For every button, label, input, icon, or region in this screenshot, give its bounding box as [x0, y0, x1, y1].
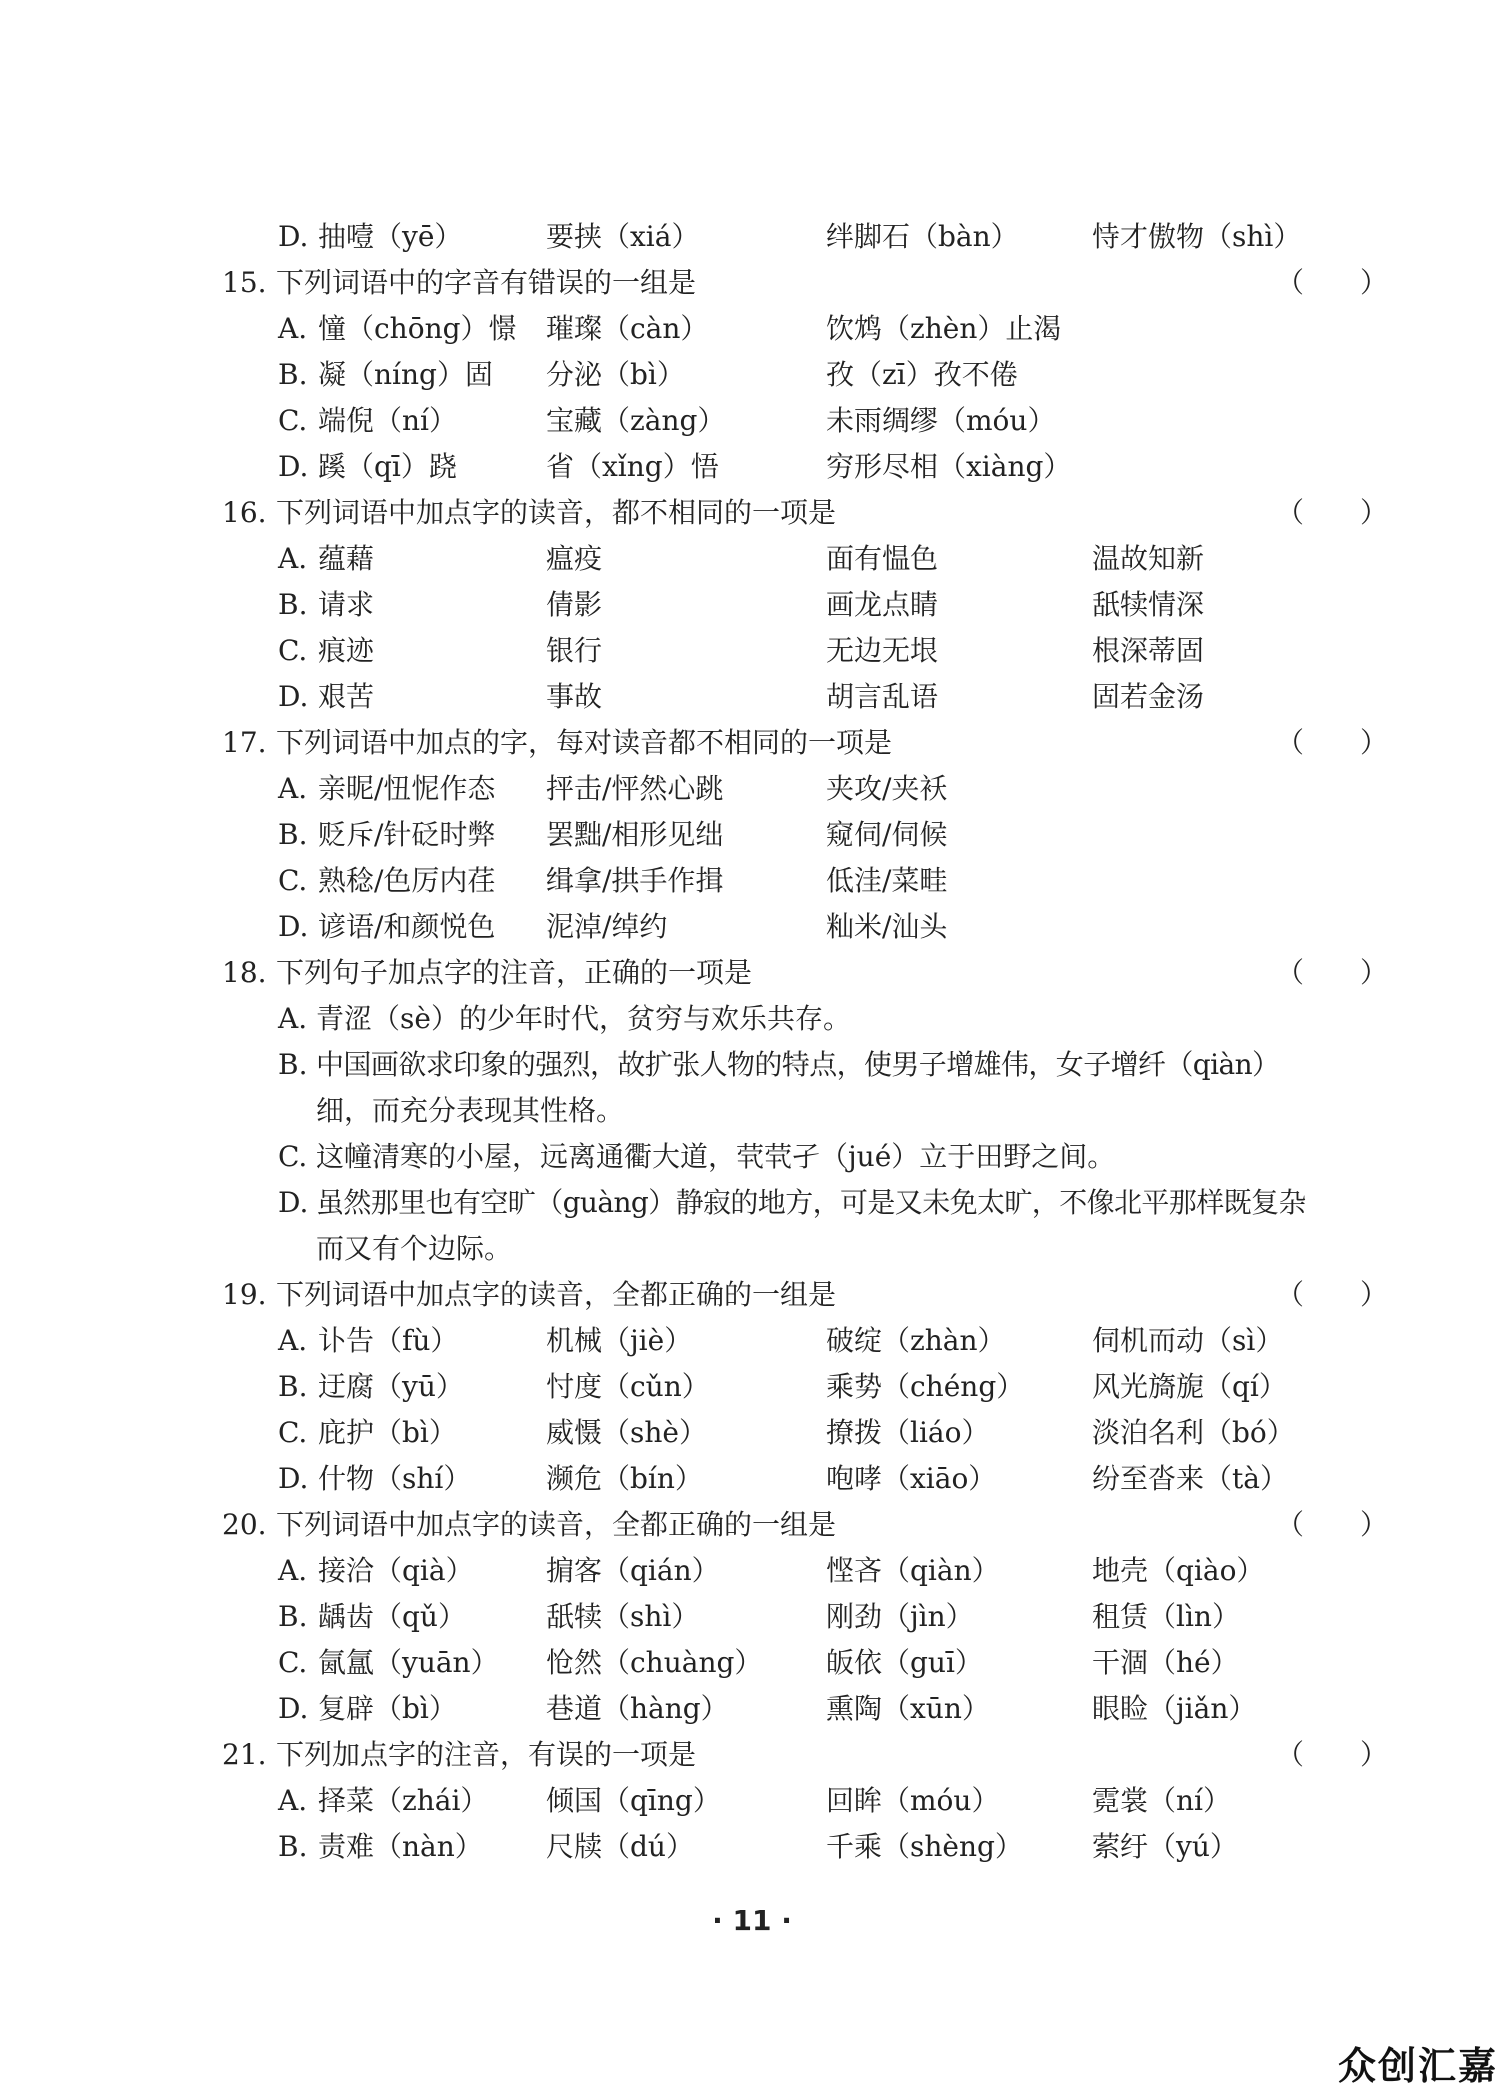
- option-letter: A.: [278, 1554, 308, 1587]
- option-row: [0, 1824, 1504, 1870]
- option-item: 穷形尽相（xiàng）: [826, 450, 1072, 483]
- option-item: 伺机而动（sì）: [1092, 1324, 1284, 1357]
- option-item: 熟稔/色厉内荏: [318, 864, 496, 897]
- question-stem: 下列词语中加点字的读音，全都正确的一组是: [276, 1278, 837, 1311]
- option-item: 什物（shí）: [318, 1462, 472, 1495]
- option-row: [0, 1686, 1504, 1732]
- question-row: [0, 260, 1504, 306]
- option-row: [0, 996, 1504, 1042]
- option-item: 撩拨（liáo）: [826, 1416, 990, 1449]
- option-item: 省（xǐng）悟: [546, 450, 719, 483]
- watermark-logo: 众创汇嘉: [1337, 2044, 1498, 2088]
- option-letter: C.: [278, 1416, 308, 1449]
- option-item: 未雨绸缪（móu）: [826, 404, 1056, 437]
- option-row: [0, 1778, 1504, 1824]
- option-item: 刚劲（jìn）: [826, 1600, 974, 1633]
- option-item: 倾国（qīng）: [546, 1784, 721, 1817]
- option-item: 宝藏（zàng）: [546, 404, 726, 437]
- answer-blank: （ ）: [1276, 1738, 1389, 1771]
- option-item: 乘势（chéng）: [826, 1370, 1025, 1403]
- option-item: 亲昵/忸怩作态: [318, 772, 496, 805]
- option-item: 孜（zī）孜不倦: [826, 358, 1018, 391]
- option-row: [0, 766, 1504, 812]
- option-letter: B.: [278, 1370, 308, 1403]
- option-letter: C.: [278, 634, 308, 667]
- option-item: 掮客（qián）: [546, 1554, 720, 1587]
- answer-blank: （ ）: [1276, 726, 1389, 759]
- option-row: [0, 444, 1504, 490]
- question-number: 20.: [222, 1508, 267, 1541]
- option-item: 千乘（shèng）: [826, 1830, 1023, 1863]
- option-letter: A.: [278, 1324, 308, 1357]
- option-item: 画龙点睛: [826, 588, 939, 621]
- option-item: 泥淖/绰约: [546, 910, 668, 943]
- option-item: 抽噎（yē）: [318, 220, 463, 253]
- option-row: [0, 858, 1504, 904]
- option-item: 银行: [546, 634, 603, 667]
- option-row: [0, 1548, 1504, 1594]
- question-row: [0, 720, 1504, 766]
- question-stem: 下列词语中加点字的读音，全都正确的一组是: [276, 1508, 837, 1541]
- option-row: [0, 1042, 1504, 1088]
- option-item: 霓裳（ní）: [1092, 1784, 1231, 1817]
- option-item: 痕迹: [318, 634, 375, 667]
- option-row-continued: [0, 1226, 1504, 1272]
- option-letter: B.: [278, 1048, 308, 1081]
- option-item: 抨击/怦然心跳: [546, 772, 724, 805]
- option-item: 忖度（cǔn）: [546, 1370, 710, 1403]
- option-item: 龋齿（qǔ）: [318, 1600, 466, 1633]
- option-row: [0, 1134, 1504, 1180]
- option-item: 罢黜/相形见绌: [546, 818, 724, 851]
- option-item: 濒危（bín）: [546, 1462, 703, 1495]
- option-item: 倩影: [546, 588, 603, 621]
- option-item: 蕴藉: [318, 542, 375, 575]
- option-row-continued: [0, 1088, 1504, 1134]
- question-stem: 下列词语中加点的字，每对读音都不相同的一项是: [276, 726, 893, 759]
- answer-blank: （ ）: [1276, 1278, 1389, 1311]
- option-item: 璀璨（càn）: [546, 312, 709, 345]
- option-item: 面有愠色: [826, 542, 939, 575]
- option-item: 巷道（hàng）: [546, 1692, 729, 1725]
- answer-blank: （ ）: [1276, 266, 1389, 299]
- option-item: 咆哮（xiāo）: [826, 1462, 997, 1495]
- option-item: 夹攻/夹袄: [826, 772, 948, 805]
- option-item: 恃才傲物（shì）: [1092, 220, 1302, 253]
- option-item: 固若金汤: [1092, 680, 1205, 713]
- answer-blank: （ ）: [1276, 1508, 1389, 1541]
- option-item: 皈依（guī）: [826, 1646, 983, 1679]
- option-row: [0, 352, 1504, 398]
- option-item: 请求: [318, 588, 375, 621]
- option-item: 无边无垠: [826, 634, 939, 667]
- option-letter: B.: [278, 588, 308, 621]
- question-stem: 下列词语中的字音有错误的一组是: [276, 266, 697, 299]
- option-item: 责难（nàn）: [318, 1830, 483, 1863]
- option-row: [0, 1318, 1504, 1364]
- option-item: 眼睑（jiǎn）: [1092, 1692, 1257, 1725]
- option-item: 氤氲（yuān）: [318, 1646, 499, 1679]
- option-letter: A.: [278, 772, 308, 805]
- question-number: 21.: [222, 1738, 267, 1771]
- question-row: [0, 1502, 1504, 1548]
- option-item: 瘟疫: [546, 542, 603, 575]
- option-row: [0, 582, 1504, 628]
- option-row: [0, 1456, 1504, 1502]
- option-letter: D.: [278, 450, 309, 483]
- option-text: 青涩（sè）的少年时代，贫穷与欢乐共存。: [316, 1002, 851, 1035]
- option-item: 根深蒂固: [1092, 634, 1205, 667]
- option-item: 风光旖旎（qí）: [1092, 1370, 1287, 1403]
- option-letter: B.: [278, 1830, 308, 1863]
- option-item: 讣告（fù）: [318, 1324, 459, 1357]
- option-item: 谚语/和颜悦色: [318, 910, 496, 943]
- option-item: 尺牍（dú）: [546, 1830, 694, 1863]
- option-item: 温故知新: [1092, 542, 1205, 575]
- option-item: 熏陶（xūn）: [826, 1692, 990, 1725]
- option-item: 干涸（hé）: [1092, 1646, 1239, 1679]
- question-number: 15.: [222, 266, 267, 299]
- option-item: 破绽（zhàn）: [826, 1324, 1006, 1357]
- question-row: [0, 950, 1504, 996]
- option-item: 舐犊（shì）: [546, 1600, 700, 1633]
- option-item: 艰苦: [318, 680, 375, 713]
- option-item: 萦纡（yú）: [1092, 1830, 1238, 1863]
- answer-blank: （ ）: [1276, 496, 1389, 529]
- option-item: 庇护（bì）: [318, 1416, 457, 1449]
- option-item: 复辟（bì）: [318, 1692, 457, 1725]
- option-letter: B.: [278, 1600, 308, 1633]
- option-row: [0, 1594, 1504, 1640]
- option-letter: D.: [278, 1692, 309, 1725]
- option-item: 悭吝（qiàn）: [826, 1554, 1000, 1587]
- option-item: 贬斥/针砭时弊: [318, 818, 496, 851]
- question-number: 19.: [222, 1278, 267, 1311]
- option-letter: B.: [278, 358, 308, 391]
- option-letter: D.: [278, 910, 309, 943]
- option-item: 端倪（ní）: [318, 404, 457, 437]
- option-row: [0, 536, 1504, 582]
- option-row: [0, 1180, 1504, 1226]
- option-letter: B.: [278, 818, 308, 851]
- option-letter: D.: [278, 1462, 309, 1495]
- option-item: 纷至沓来（tà）: [1092, 1462, 1288, 1495]
- option-text: 而又有个边际。: [316, 1232, 513, 1265]
- question-stem: 下列词语中加点字的读音，都不相同的一项是: [276, 496, 837, 529]
- option-text: 中国画欲求印象的强烈，故扩张人物的特点，使男子增雄伟，女子增纤（qiàn）: [316, 1048, 1280, 1081]
- question-row: [0, 1732, 1504, 1778]
- option-item: 憧（chōng）憬: [318, 312, 517, 345]
- option-item: 低洼/菜畦: [826, 864, 948, 897]
- question-number: 18.: [222, 956, 267, 989]
- option-item: 择菜（zhái）: [318, 1784, 489, 1817]
- option-letter: C.: [278, 404, 308, 437]
- option-item: 接洽（qià）: [318, 1554, 474, 1587]
- option-item: 籼米/汕头: [826, 910, 948, 943]
- answer-blank: （ ）: [1276, 956, 1389, 989]
- option-item: 饮鸩（zhèn）止渴: [826, 312, 1062, 345]
- option-letter: A.: [278, 1002, 308, 1035]
- question-number: 17.: [222, 726, 267, 759]
- option-item: 事故: [546, 680, 603, 713]
- option-row: [0, 306, 1504, 352]
- option-letter: C.: [278, 1646, 308, 1679]
- option-item: 淡泊名利（bó）: [1092, 1416, 1295, 1449]
- option-text: 这幢清寒的小屋，远离通衢大道，茕茕孑（jué）立于田野之间。: [316, 1140, 1116, 1173]
- option-letter: D.: [278, 1186, 309, 1219]
- option-item: 凝（níng）固: [318, 358, 493, 391]
- option-row: [0, 1640, 1504, 1686]
- option-text: 细，而充分表现其性格。: [316, 1094, 625, 1127]
- question-row: [0, 490, 1504, 536]
- option-row: [0, 674, 1504, 720]
- option-item: 回眸（móu）: [826, 1784, 1000, 1817]
- option-letter: A.: [278, 542, 308, 575]
- option-row: [0, 398, 1504, 444]
- option-item: 地壳（qiào）: [1092, 1554, 1265, 1587]
- question-stem: 下列句子加点字的注音，正确的一项是: [276, 956, 753, 989]
- option-item: 绊脚石（bàn）: [826, 220, 1019, 253]
- option-item: 蹊（qī）跷: [318, 450, 457, 483]
- option-item: 舐犊情深: [1092, 588, 1205, 621]
- option-item: 怆然（chuàng）: [546, 1646, 763, 1679]
- option-letter: C.: [278, 864, 308, 897]
- option-row: [0, 812, 1504, 858]
- question-stem: 下列加点字的注音，有误的一项是: [276, 1738, 697, 1771]
- option-letter: D.: [278, 220, 309, 253]
- option-item: 机械（jiè）: [546, 1324, 693, 1357]
- option-row: [0, 1364, 1504, 1410]
- option-item: 迂腐（yū）: [318, 1370, 464, 1403]
- option-item: 缉拿/拱手作揖: [546, 864, 724, 897]
- question-row: [0, 1272, 1504, 1318]
- option-item: 威慑（shè）: [546, 1416, 707, 1449]
- option-item: 胡言乱语: [826, 680, 939, 713]
- option-row: [0, 904, 1504, 950]
- option-item: 窥伺/伺候: [826, 818, 948, 851]
- option-row: [0, 214, 1504, 260]
- option-row: [0, 1410, 1504, 1456]
- page-number: · 11 ·: [712, 1904, 792, 1937]
- option-row: [0, 628, 1504, 674]
- option-item: 分泌（bì）: [546, 358, 685, 391]
- question-number: 16.: [222, 496, 267, 529]
- option-letter: A.: [278, 312, 308, 345]
- option-item: 要挟（xiá）: [546, 220, 700, 253]
- option-letter: C.: [278, 1140, 308, 1173]
- option-letter: A.: [278, 1784, 308, 1817]
- option-letter: D.: [278, 680, 309, 713]
- option-item: 租赁（lìn）: [1092, 1600, 1240, 1633]
- option-text: 虽然那里也有空旷（guàng）静寂的地方，可是又未免太旷，不像北平那样既复杂: [316, 1186, 1306, 1219]
